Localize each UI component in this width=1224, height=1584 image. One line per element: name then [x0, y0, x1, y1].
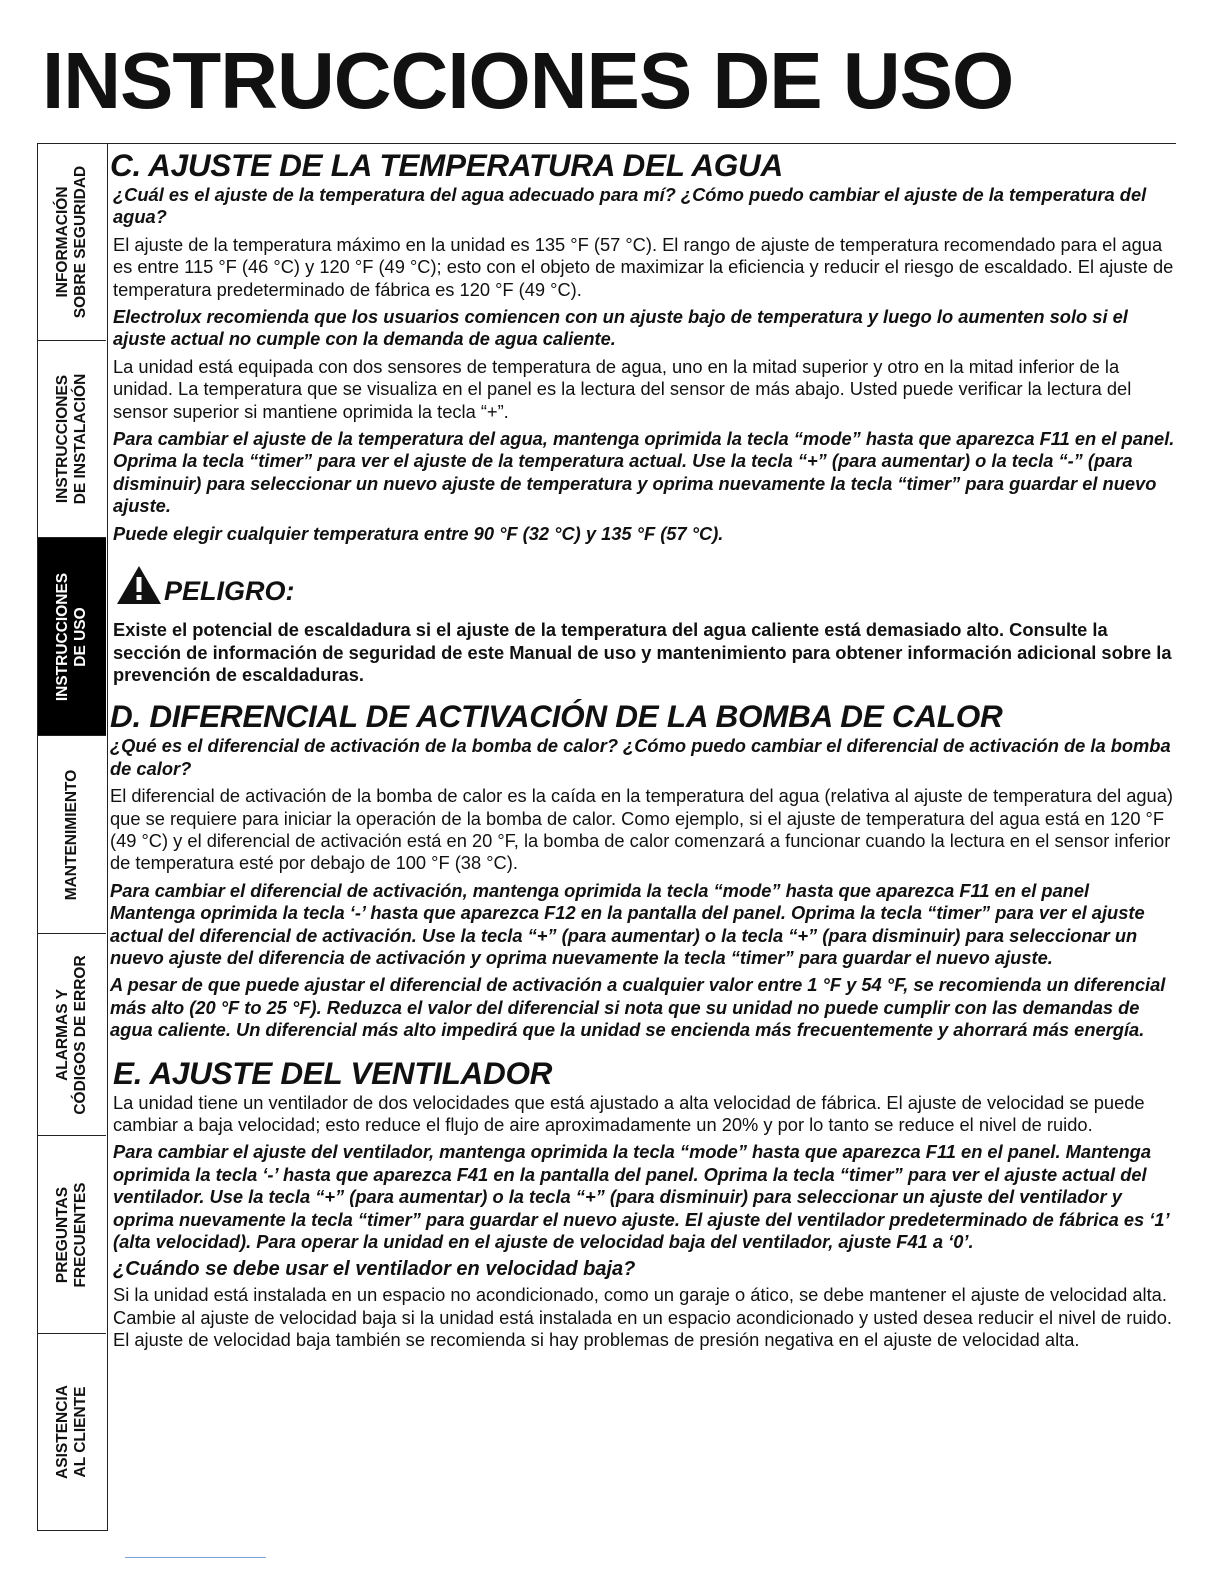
section-e-instructions: Para cambiar el ajuste del ventilador, mantenga oprimida la tecla “mode” hasta que aparezca F11 en el panel. Mantenga oprimida la tecla ‘-’ hasta que aparezca F41 en la pantalla del panel. Oprima la tecla “timer” para ver el ajuste actual del ventilador. Use la tecla “+” (para aumentar) o la tecla “+” (para disminuir) para seleccionar un ajuste del ventilador y oprima nuevamente la tecla “timer” para guardar el nuevo ajuste. El ajuste del ventilador predeterminado de fábrica es ‘1’ (alta velocidad). Para operar la unidad en el ajuste de velocidad baja del ventilador, ajuste F41 a ‘0’. — [113, 1141, 1169, 1253]
tab-mantenimiento[interactable] — [38, 736, 106, 934]
tab-label: PREGUNTAS FRECUENTES — [54, 1181, 89, 1288]
section-e-fan-setting — [110, 1054, 1176, 1352]
main-content — [110, 143, 1176, 1357]
section-c-heading: C. AJUSTE DE LA TEMPERATURA DEL AGUA — [110, 147, 783, 183]
danger-title: PELIGRO: — [164, 576, 295, 607]
footer-divider — [125, 1557, 266, 1558]
section-c-recommendation: Electrolux recomienda que los usuarios comiencen con un ajuste bajo de temperatura y luego lo aumenten solo si el ajuste actual no cumple con la demanda de agua caliente. — [113, 306, 1128, 350]
section-c-temperature-range: Puede elegir cualquier temperatura entre 90 °F (32 °C) y 135 °F (57 °C). — [113, 522, 724, 544]
section-d-heat-pump-differential — [110, 697, 1176, 1041]
section-d-question: ¿Qué es el diferencial de activación de la bomba de calor? ¿Cómo puedo cambiar el diferencial de activación de la bomba de calor? — [110, 735, 1171, 779]
warning-triangle-icon — [116, 565, 162, 605]
tab-preguntas-frecuentes[interactable] — [38, 1136, 106, 1334]
section-d-paragraph-1: El diferencial de activación de la bomba de calor es la caída en la temperatura del agua (relativa al ajuste de temperatura del agua) que se requiere para iniciar la operación de la bomba de calor. Como ejemplo, si el ajuste de temperatura del agua está en 120 °F (49 °C) y el diferencial de activación está en 20 °F, la bomba de calor comenzará a funcionar cuando la lectura en el sensor inferior de temperatura esté por debajo de 100 °F (38 °C). — [110, 785, 1173, 874]
tab-label: MANTENIMIENTO — [63, 769, 80, 900]
section-c-instructions: Para cambiar el ajuste de la temperatura del agua, mantenga oprimida la tecla “mode” hasta que aparezca F11 en el panel. Oprima la tecla “timer” para ver el ajuste de la temperatura actual. Use la tecla “+” (para aumentar) o la tecla “-” (para disminuir) para seleccionar un nuevo ajuste de temperatura y oprima nuevamente la tecla “timer” para guardar el nuevo ajuste. — [113, 428, 1175, 517]
section-e-paragraph-2: Si la unidad está instalada en un espacio no acondicionado, como un garaje o ático, se debe mantener el ajuste de velocidad alta. Cambie al ajuste de velocidad baja si la unidad está instalada en un espacio acondicionado y usted desea reducir el nivel de ruido. El ajuste de velocidad baja también se recomienda si hay problemas de presión negativa en el ajuste de velocidad alta. — [113, 1284, 1172, 1351]
danger-notice-header — [116, 565, 1176, 605]
tab-informacion-sobre-seguridad[interactable] — [38, 144, 106, 341]
page-title: INSTRUCCIONES DE USO — [42, 36, 1014, 125]
tab-label: INSTRUCCIONES DE USO — [54, 572, 89, 701]
section-d-heading: D. DIFERENCIAL DE ACTIVACIÓN DE LA BOMBA DE CALOR — [110, 698, 1003, 735]
section-c-paragraph-1: El ajuste de la temperatura máximo en la unidad es 135 °F (57 °C). El rango de ajuste de temperatura recomendado para el agua es entre 115 °F (46 °C) y 120 °F (49 °C); esto con el objeto de maximizar la eficiencia y reducir el riesgo de escaldado. El ajuste de temperatura predeterminado de fábrica es 120 °F (49 °C). — [113, 233, 1174, 300]
tab-label: INFORMACIÓN SOBRE SEGURIDAD — [54, 165, 89, 319]
section-e-subquestion: ¿Cuándo se debe usar el ventilador en velocidad baja? — [113, 1258, 636, 1281]
section-c-water-temperature — [110, 146, 1176, 686]
tab-instrucciones-de-uso[interactable] — [38, 538, 106, 736]
section-tab-sidebar — [37, 143, 108, 1531]
danger-text: Existe el potencial de escaldadura si el ajuste de la temperatura del agua caliente está demasiado alto. Consulte la sección de información de seguridad de este Manual de uso y mantenimiento para obtener información adicional sobre la prevención de escaldaduras. — [113, 619, 1172, 685]
tab-label: INSTRUCCIONES DE INSTALACIÓN — [54, 373, 89, 505]
tab-instrucciones-de-instalacion[interactable] — [38, 341, 106, 538]
section-d-instructions: Para cambiar el diferencial de activación, mantenga oprimida la tecla “mode” hasta que aparezca F11 en el panel Mantenga oprimida la tecla ‘-’ hasta que aparezca F12 en la pantalla del panel. Oprima la tecla “timer” para ver el ajuste actual del diferencial de activación. Use la tecla “+” (para aumentar) o la tecla “+” (para disminuir) para seleccionar un nuevo ajuste del diferencia de activación y oprima nuevamente la tecla “timer” para guardar el nuevo ajuste. — [110, 879, 1145, 968]
section-e-paragraph-1: La unidad tiene un ventilador de dos velocidades que está ajustado a alta velocidad de fábrica. El ajuste de velocidad se puede cambiar a baja velocidad; esto reduce el flujo de aire aproximadamente un 20% y por lo tanto se reduce el nivel de ruido. — [113, 1091, 1145, 1135]
section-e-heading: E. AJUSTE DEL VENTILADOR — [113, 1054, 553, 1091]
tab-label: ASISTENCIA AL CLIENTE — [54, 1384, 89, 1479]
tab-asistencia-al-cliente[interactable] — [38, 1334, 106, 1529]
section-d-note: A pesar de que puede ajustar el diferencial de activación a cualquier valor entre 1 °F y 54 °F, se recomienda un diferencial más alto (20 °F to 25 °F). Reduzca el valor del diferencial si nota que su unidad no puede cumplir con las demandas de agua caliente. Un diferencial más alto impedirá que la unidad se encienda más frecuentemente y ahorrará más energía. — [110, 974, 1166, 1041]
section-c-question: ¿Cuál es el ajuste de la temperatura del agua adecuado para mí? ¿Cómo puedo cambiar el ajuste de la temperatura del agua? — [113, 184, 1147, 228]
tab-alarmas-y-codigos-de-error[interactable] — [38, 934, 106, 1136]
tab-label: ALARMAS Y CÓDIGOS DE ERROR — [54, 954, 89, 1115]
section-c-paragraph-2: La unidad está equipada con dos sensores de temperatura de agua, uno en la mitad superior y otro en la mitad inferior de la unidad. La temperatura que se visualiza en el panel es la lectura del sensor de más abajo. Usted puede verificar la lectura del sensor superior si mantiene oprimida la tecla “+”. — [113, 355, 1132, 422]
